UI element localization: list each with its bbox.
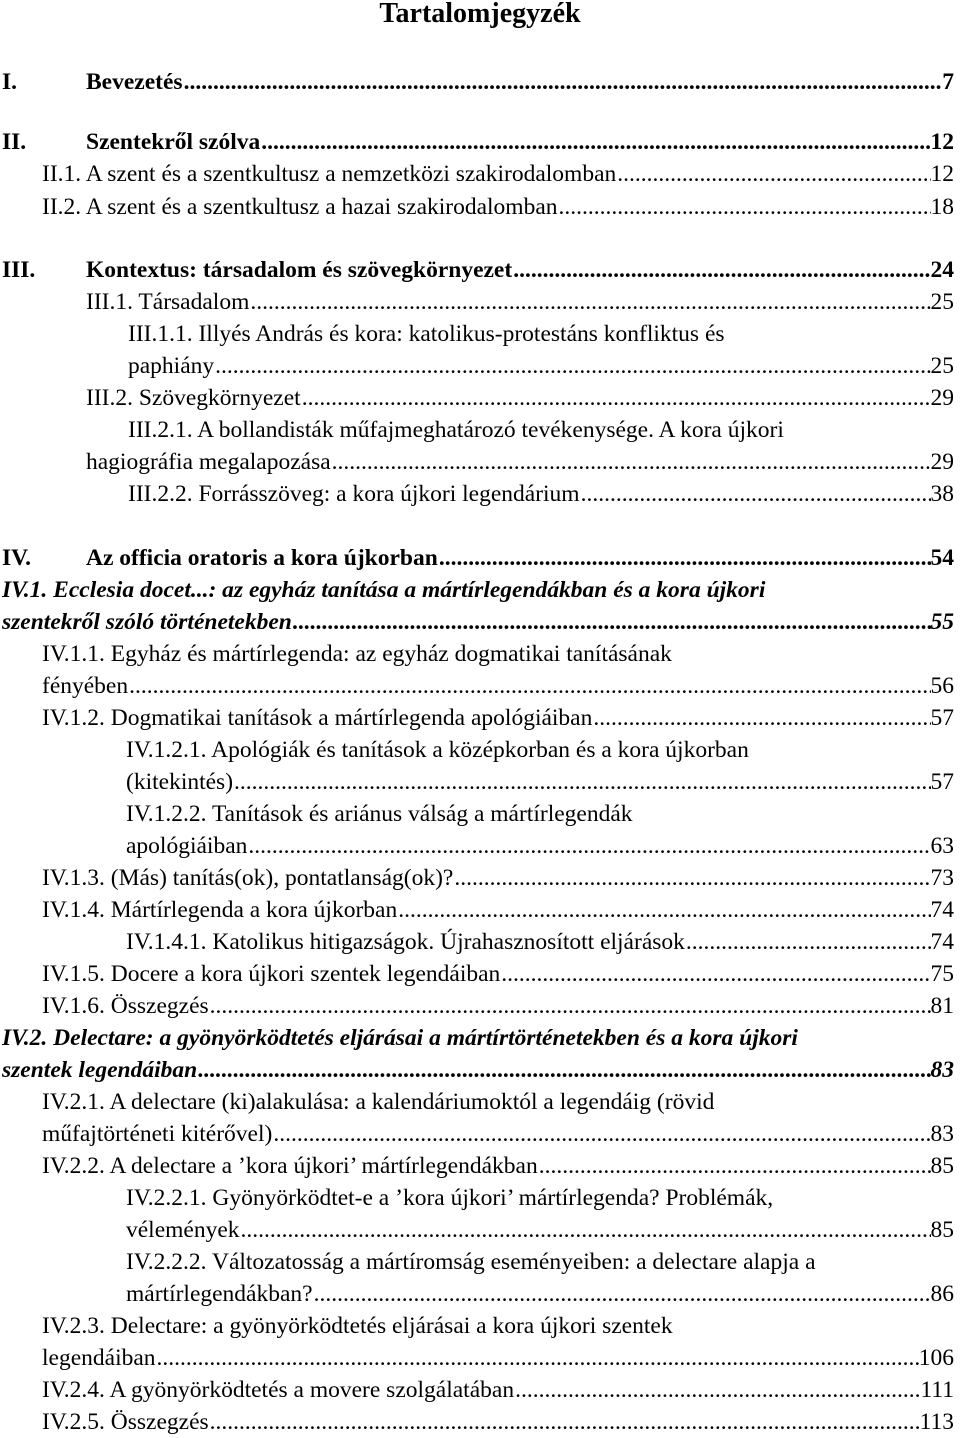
toc-page-number: 29 bbox=[930, 385, 954, 411]
toc-dot-leader bbox=[501, 958, 930, 990]
toc-page-number: 25 bbox=[930, 353, 954, 379]
toc-entry-title: IV.2.1. A delectare (ki)alakulása: a kalendáriumoktól a legendáig (rövid bbox=[42, 1086, 715, 1118]
toc-entry-title: IV.2.2. A delectare a ’kora újkori’ mártírlegendákban bbox=[42, 1150, 539, 1182]
toc-entry bbox=[0, 542, 960, 574]
toc-page-number: 12 bbox=[930, 129, 954, 155]
toc-entry-title: szentekről szóló történetekben bbox=[2, 606, 293, 638]
toc-page-number: 54 bbox=[930, 545, 954, 571]
toc-entry bbox=[0, 1246, 960, 1278]
toc-entry-title: IV.2.2.1. Gyönyörködtet-e a ’kora újkori’ mártírlegenda? Problémák, bbox=[126, 1182, 774, 1214]
toc-entry bbox=[0, 1310, 960, 1342]
toc-chapter-number: III. bbox=[2, 257, 36, 283]
toc-page-number: 85 bbox=[930, 1217, 954, 1243]
toc-entry bbox=[0, 606, 960, 638]
toc-entry bbox=[0, 638, 960, 670]
toc-page-number: 83 bbox=[930, 1121, 954, 1147]
toc-dot-leader bbox=[581, 478, 931, 510]
page-title: Tartalomjegyzék bbox=[379, 0, 581, 29]
toc-entry-title: III.2. Szövegkörnyezet bbox=[86, 382, 302, 414]
toc-chapter-number: II. bbox=[2, 129, 27, 155]
toc-page-number: 111 bbox=[920, 1377, 954, 1403]
toc-dot-leader bbox=[398, 894, 930, 926]
toc-page-number: 7 bbox=[942, 69, 954, 95]
toc-entry bbox=[0, 1182, 960, 1214]
toc-dot-leader bbox=[686, 926, 931, 958]
toc-entry-title: IV.1.2.2. Tanítások és ariánus válság a mártírlegendák bbox=[126, 798, 634, 830]
toc-entry-title: Az officia oratoris a kora újkorban bbox=[86, 542, 439, 574]
toc-entry bbox=[0, 798, 960, 830]
toc-entry-title: III.1.1. Illyés András és kora: katolikus-protestáns konfliktus és bbox=[128, 318, 726, 350]
toc-entry bbox=[0, 1374, 960, 1406]
toc-entry bbox=[0, 1022, 960, 1054]
toc-entry-title: hagiográfia megalapozása bbox=[86, 446, 332, 478]
toc-entry bbox=[0, 894, 960, 926]
toc-dot-leader bbox=[248, 830, 930, 862]
toc-page-number: 75 bbox=[930, 961, 954, 987]
toc-entry bbox=[0, 1086, 960, 1118]
toc-entry-title: vélemények bbox=[126, 1214, 241, 1246]
toc-page-number: 63 bbox=[930, 833, 954, 859]
toc-chapter-number: I. bbox=[2, 69, 18, 95]
toc-entry bbox=[0, 446, 960, 478]
toc-dot-leader bbox=[513, 254, 930, 286]
toc-page-number: 86 bbox=[930, 1281, 954, 1307]
toc-dot-leader bbox=[234, 766, 930, 798]
toc-entry bbox=[0, 318, 960, 350]
toc-entry bbox=[0, 1118, 960, 1150]
toc-entry-title: IV.2. Delectare: a gyönyörködtetés eljárásai a mártírtörténetekben és a kora újkori bbox=[2, 1022, 799, 1054]
toc-entry-title: Bevezetés bbox=[86, 66, 184, 98]
toc-entry bbox=[0, 191, 960, 223]
toc-entry-title: IV.1.4. Mártírlegenda a kora újkorban bbox=[42, 894, 398, 926]
toc-entry bbox=[0, 702, 960, 734]
toc-entry bbox=[0, 126, 960, 158]
toc-page-number: 81 bbox=[930, 993, 954, 1019]
toc-entry bbox=[0, 958, 960, 990]
toc-page-number: 74 bbox=[930, 897, 954, 923]
toc-entry-title: IV.2.3. Delectare: a gyönyörködtetés eljárásai a kora újkori szentek bbox=[42, 1310, 674, 1342]
toc-page-number: 85 bbox=[930, 1153, 954, 1179]
toc-dot-leader bbox=[302, 382, 931, 414]
toc-entry bbox=[0, 1406, 960, 1438]
toc-dot-leader bbox=[293, 606, 931, 638]
toc-dot-leader bbox=[515, 1374, 920, 1406]
toc-entry bbox=[0, 1054, 960, 1086]
toc-entry-title: III.1. Társadalom bbox=[86, 286, 250, 318]
toc-dot-leader bbox=[157, 1342, 919, 1374]
toc-entry bbox=[0, 1342, 960, 1374]
toc-dot-leader bbox=[210, 1406, 920, 1438]
toc-dot-leader bbox=[617, 158, 930, 190]
toc-dot-leader bbox=[184, 66, 943, 98]
toc-dot-leader bbox=[593, 702, 930, 734]
toc-entry bbox=[0, 66, 960, 98]
toc-page-number: 113 bbox=[919, 1409, 954, 1435]
toc-entry-title: Kontextus: társadalom és szövegkörnyezet bbox=[86, 254, 513, 286]
toc-dot-leader bbox=[539, 1150, 931, 1182]
toc-page-number: 12 bbox=[930, 161, 954, 187]
toc-entry bbox=[0, 1150, 960, 1182]
toc-entry-title: II.2. A szent és a szentkultusz a hazai szakirodalomban bbox=[42, 191, 559, 223]
toc-entry-title: mártírlegendákban? bbox=[126, 1278, 314, 1310]
toc-entry bbox=[0, 926, 960, 958]
toc-dot-leader bbox=[250, 286, 930, 318]
toc-entry-title: IV.1.6. Összegzés bbox=[42, 990, 210, 1022]
toc-page-number: 18 bbox=[930, 194, 954, 220]
toc-entry-title: IV.2.4. A gyönyörködtetés a movere szolgálatában bbox=[42, 1374, 515, 1406]
toc-page-number: 57 bbox=[930, 705, 954, 731]
toc-entry bbox=[0, 158, 960, 190]
toc-page-number: 73 bbox=[930, 865, 954, 891]
toc-page-number: 74 bbox=[930, 929, 954, 955]
toc-entry-title: IV.1.1. Egyház és mártírlegenda: az egyház dogmatikai tanításának bbox=[42, 638, 673, 670]
toc-dot-leader bbox=[454, 862, 930, 894]
toc-entry-title: szentek legendáiban bbox=[2, 1054, 198, 1086]
toc-dot-leader bbox=[210, 990, 931, 1022]
toc-entry bbox=[0, 254, 960, 286]
toc-page-number: 55 bbox=[930, 609, 954, 635]
toc-entry-title: IV.2.5. Összegzés bbox=[42, 1406, 210, 1438]
toc-entry-title: legendáiban bbox=[42, 1342, 157, 1374]
toc-page-number: 38 bbox=[930, 481, 954, 507]
toc-entry bbox=[0, 478, 960, 510]
toc-entry-title: IV.1.5. Docere a kora újkori szentek legendáiban bbox=[42, 958, 501, 990]
toc-chapter-number: IV. bbox=[2, 545, 31, 571]
toc-entry-title: fényében bbox=[42, 670, 129, 702]
toc-entry bbox=[0, 1278, 960, 1310]
toc-dot-leader bbox=[261, 126, 930, 158]
toc-page-number: 106 bbox=[918, 1345, 954, 1371]
toc-entry bbox=[0, 670, 960, 702]
toc-page-number: 56 bbox=[930, 673, 954, 699]
toc-entry bbox=[0, 990, 960, 1022]
toc-entry bbox=[0, 286, 960, 318]
toc-entry-title: paphiány bbox=[128, 350, 215, 382]
toc-entry-title: Szentekről szólva bbox=[86, 126, 261, 158]
toc-dot-leader bbox=[314, 1278, 931, 1310]
toc-entry-title: III.2.2. Forrásszöveg: a kora újkori legendárium bbox=[128, 478, 581, 510]
toc-page-number: 24 bbox=[930, 257, 954, 283]
toc-entry-title: IV.1.2.1. Apológiák és tanítások a középkorban és a kora újkorban bbox=[126, 734, 750, 766]
toc-entry-title: IV.1.4.1. Katolikus hitigazságok. Újrahasznosított eljárások bbox=[126, 926, 686, 958]
toc-dot-leader bbox=[215, 350, 930, 382]
toc-entry-title: III.2.1. A bollandisták műfajmeghatározó tevékenysége. A kora újkori bbox=[128, 414, 785, 446]
toc-page-number: 25 bbox=[930, 289, 954, 315]
toc-entry bbox=[0, 766, 960, 798]
toc-entry bbox=[0, 830, 960, 862]
toc-dot-leader bbox=[241, 1214, 931, 1246]
toc-dot-leader bbox=[332, 446, 931, 478]
toc-entry bbox=[0, 574, 960, 606]
toc-dot-leader bbox=[559, 191, 931, 223]
toc-entry-title: apológiáiban bbox=[126, 830, 248, 862]
toc-entry bbox=[0, 862, 960, 894]
toc-dot-leader bbox=[273, 1118, 930, 1150]
toc-page-number: 83 bbox=[930, 1057, 954, 1083]
toc-entry-title: IV.1.2. Dogmatikai tanítások a mártírlegenda apológiáiban bbox=[42, 702, 593, 734]
toc-dot-leader bbox=[439, 542, 931, 574]
toc-entry-title: IV.1.3. (Más) tanítás(ok), pontatlanság(ok)? bbox=[42, 862, 454, 894]
toc-entry bbox=[0, 734, 960, 766]
toc-entry-title: IV.2.2.2. Változatosság a mártíromság eseményeiben: a delectare alapja a bbox=[126, 1246, 817, 1278]
toc-entry-title: IV.1. Ecclesia docet...: az egyház tanítása a mártírlegendákban és a kora újkori bbox=[2, 574, 766, 606]
toc-entry bbox=[0, 1214, 960, 1246]
toc-entry bbox=[0, 350, 960, 382]
toc-page-number: 57 bbox=[930, 769, 954, 795]
toc-dot-leader bbox=[129, 670, 930, 702]
toc-entry bbox=[0, 414, 960, 446]
toc-entry-title: műfajtörténeti kitérővel) bbox=[42, 1118, 273, 1150]
toc-dot-leader bbox=[198, 1054, 930, 1086]
toc-entry bbox=[0, 382, 960, 414]
toc-page-number: 29 bbox=[930, 449, 954, 475]
toc-entry-title: II.1. A szent és a szentkultusz a nemzetközi szakirodalomban bbox=[42, 158, 617, 190]
toc-entry-title: (kitekintés) bbox=[126, 766, 234, 798]
